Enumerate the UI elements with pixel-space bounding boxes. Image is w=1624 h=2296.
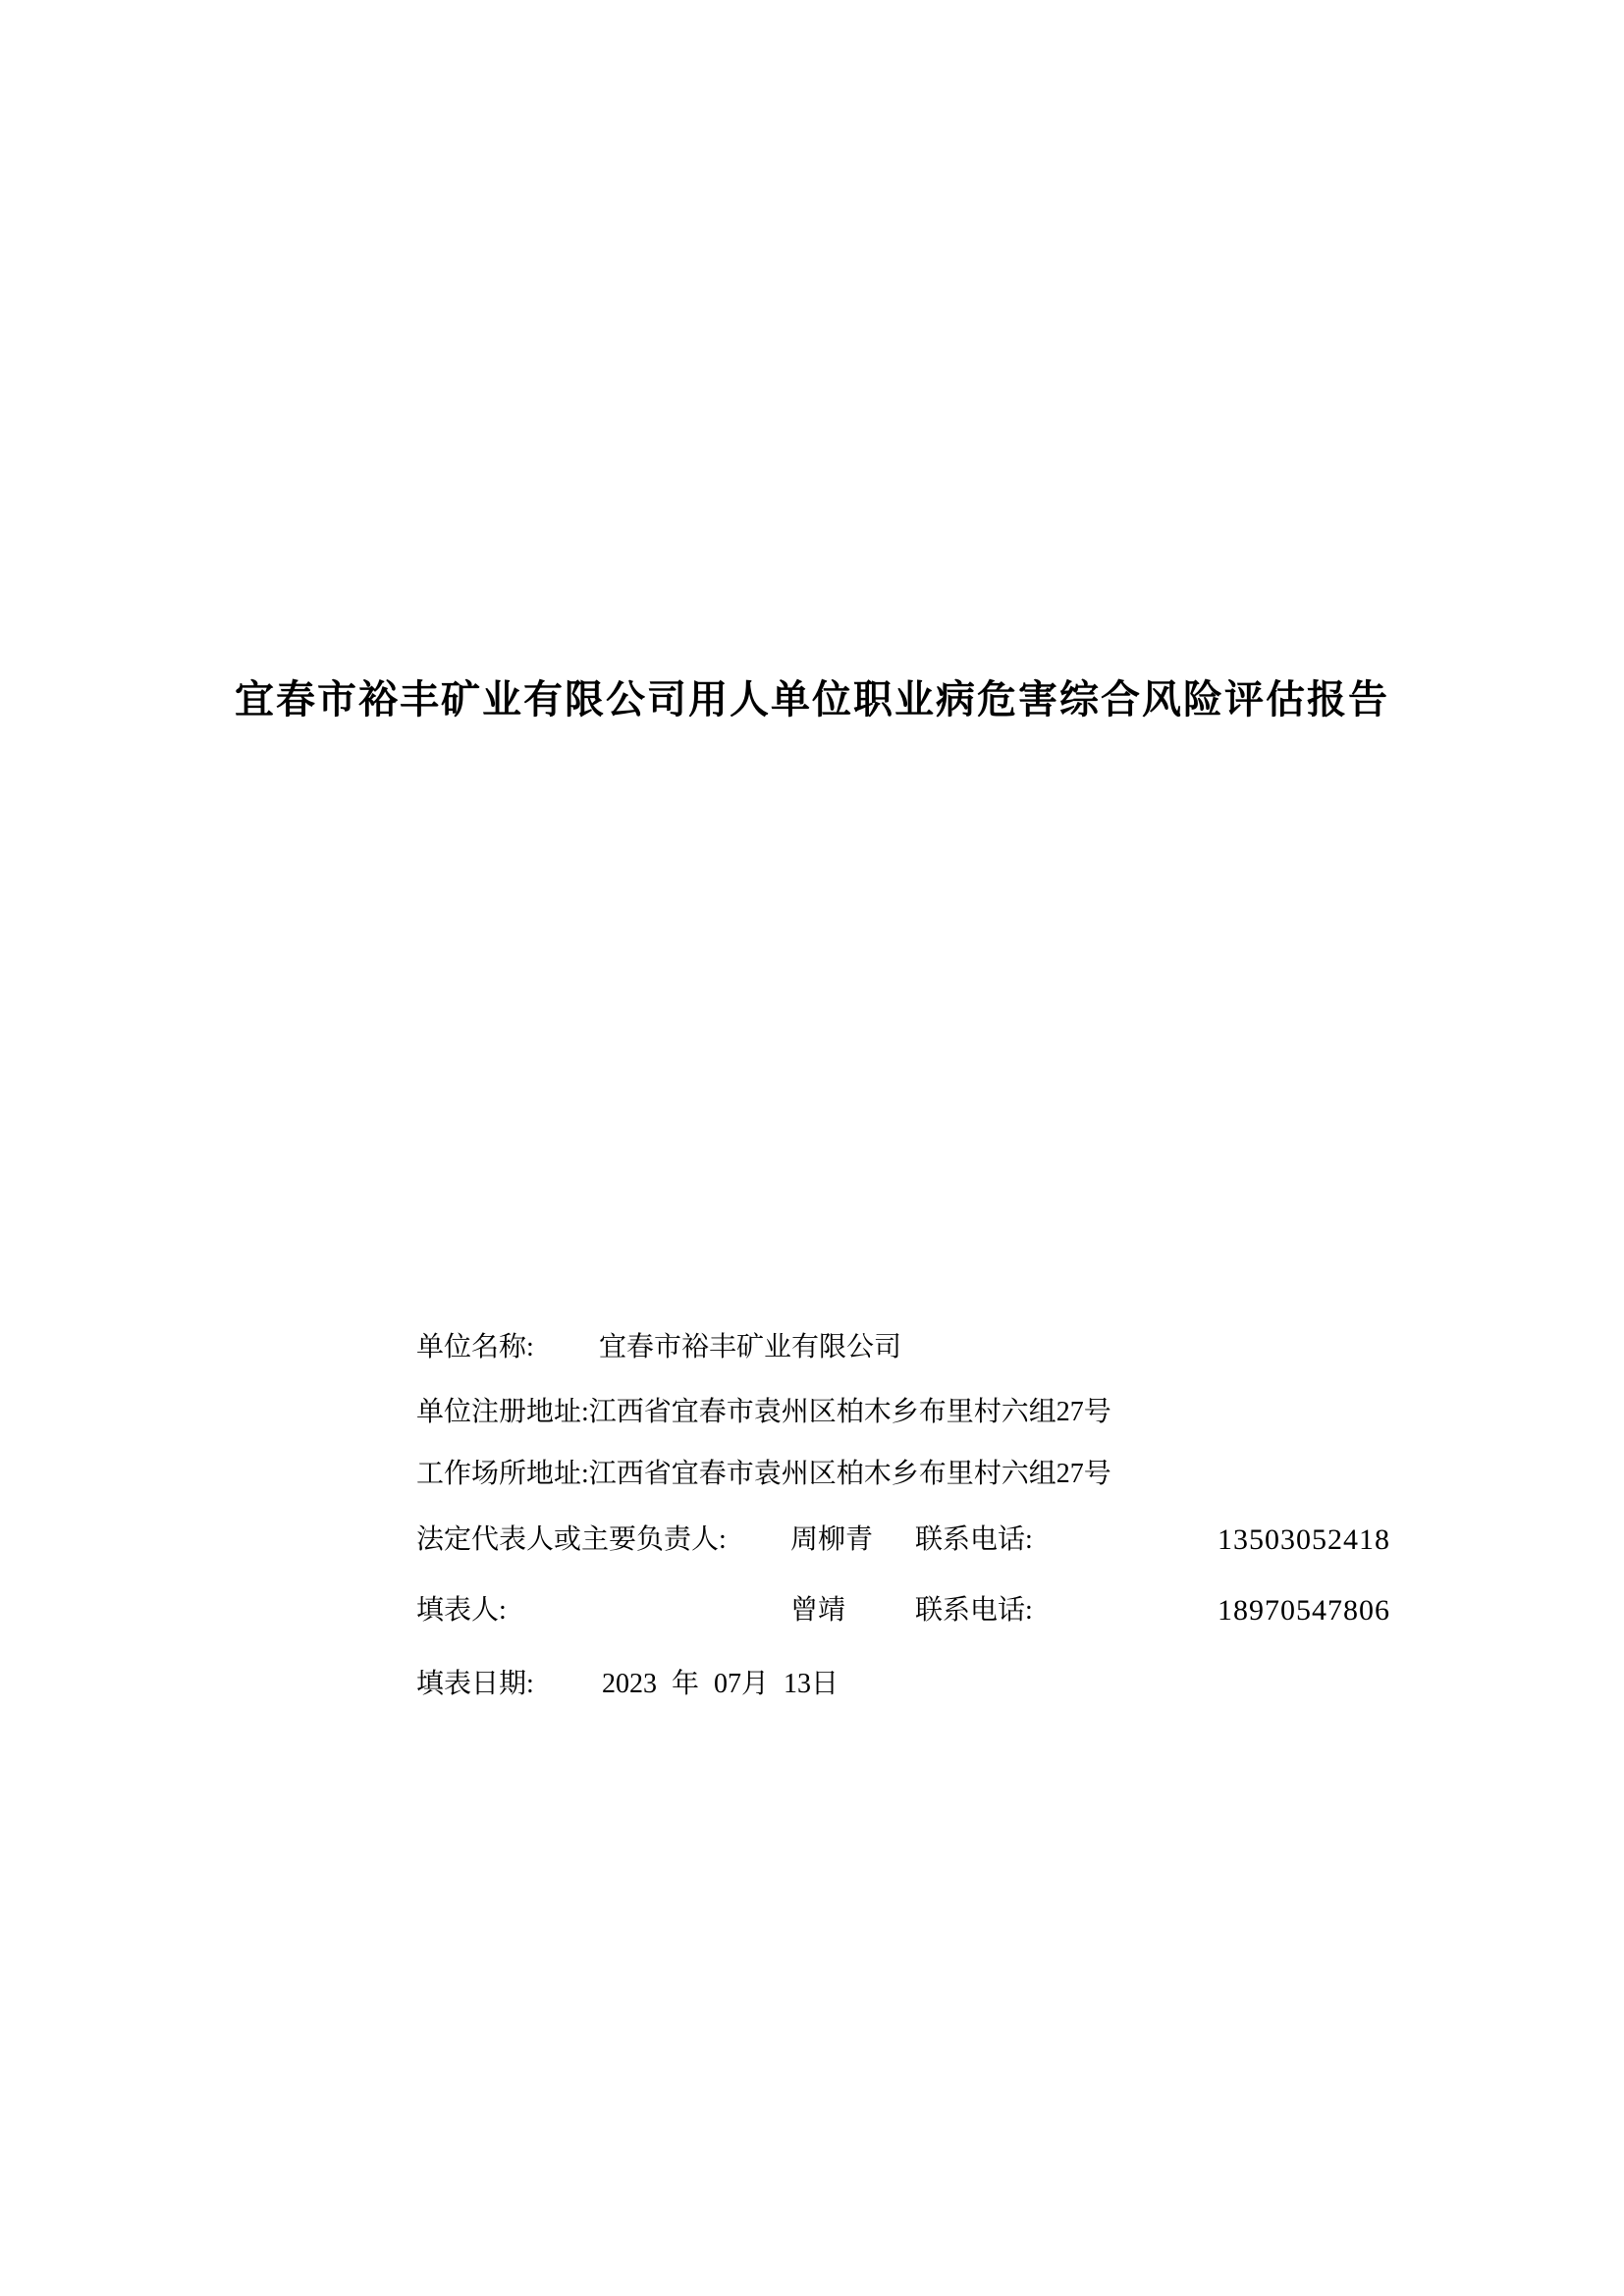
workplace-address-line <box>416 1457 1111 1492</box>
registered-address-line <box>416 1395 1111 1430</box>
form-filler-label: 填表人: <box>416 1595 507 1626</box>
unit-name-label: 单位名称: <box>416 1332 534 1362</box>
legal-representative-phone-label: 联系电话: <box>915 1524 1033 1555</box>
form-row-unit-name <box>0 1330 1624 1369</box>
legal-representative-label: 法定代表人或主要负责人: <box>416 1524 727 1555</box>
form-filler-phone-number: 18970547806 <box>1218 1594 1390 1627</box>
unit-name-value: 宜春市裕丰矿业有限公司 <box>599 1332 902 1362</box>
form-row-form-filler <box>0 1593 1624 1632</box>
form-filler-phone-label: 联系电话: <box>915 1595 1033 1626</box>
fill-date-label: 填表日期: <box>416 1669 534 1699</box>
workplace-address-value: 江西省宜春市袁州区柏木乡布里村六组27号 <box>588 1459 1111 1489</box>
legal-representative-name: 周柳青 <box>790 1524 874 1555</box>
registered-address-value: 江西省宜春市袁州区柏木乡布里村六组27号 <box>588 1397 1111 1427</box>
form-filler-name: 曾靖 <box>790 1595 846 1626</box>
fill-date-value: 2023 年 07月 13日 <box>602 1669 839 1699</box>
form-row-workplace-address <box>0 1457 1624 1496</box>
registered-address-label: 单位注册地址: <box>416 1397 589 1427</box>
form-row-fill-date <box>0 1667 1624 1706</box>
legal-representative-phone-number: 13503052418 <box>1218 1523 1390 1556</box>
report-title: 宜春市裕丰矿业有限公司用人单位职业病危害综合风险评估报告 <box>235 678 1389 721</box>
form-row-registered-address <box>0 1395 1624 1434</box>
form-row-legal-representative <box>0 1522 1624 1562</box>
workplace-address-label: 工作场所地址: <box>416 1459 589 1489</box>
